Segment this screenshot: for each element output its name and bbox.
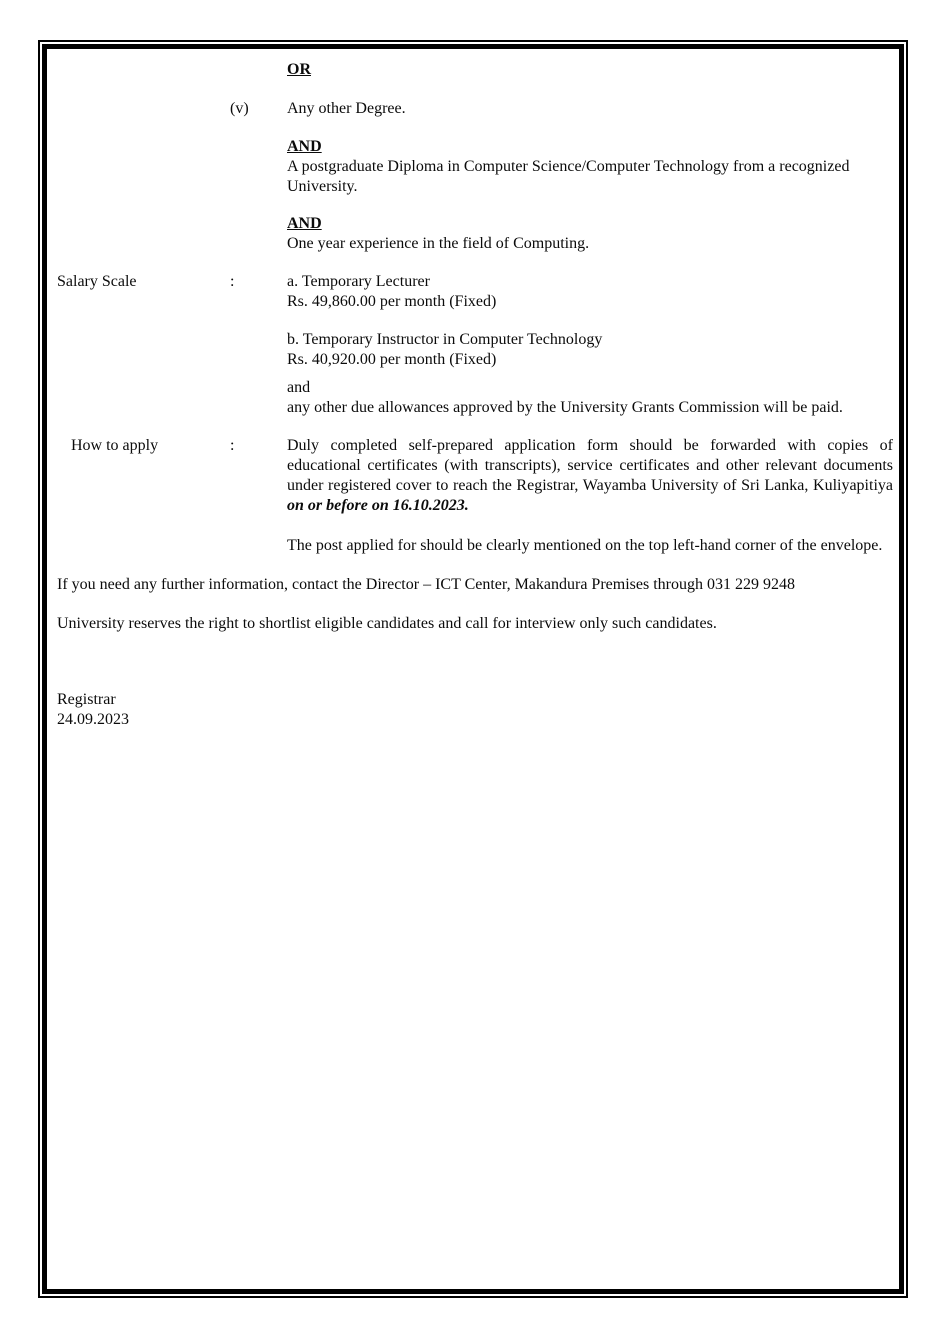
how-to-apply-row	[57, 436, 893, 556]
contact-info: If you need any further information, contact the Director – ICT Center, Makandura Premises through 031 229 9248	[57, 576, 795, 593]
application-instructions	[287, 436, 893, 516]
salary-allowances: any other due allowances approved by the University Grants Commission will be paid.	[287, 399, 843, 416]
salary-b-amount: Rs. 40,920.00 per month (Fixed)	[287, 351, 497, 368]
salary-and: and	[287, 379, 311, 396]
or-heading: OR	[287, 61, 311, 78]
experience-text: One year experience in the field of Computing.	[287, 235, 590, 252]
salary-b-title: b. Temporary Instructor in Computer Technology	[287, 331, 603, 348]
salary-a-title: a. Temporary Lecturer	[287, 273, 430, 290]
and-heading-2: AND	[287, 215, 322, 232]
document-content	[47, 49, 899, 730]
how-to-apply-colon: :	[230, 437, 235, 454]
salary-row	[57, 272, 893, 418]
item-v-text: Any other Degree.	[287, 100, 406, 117]
shortlist-note: University reserves the right to shortlist eligible candidates and call for interview only such candidates.	[57, 615, 717, 632]
or-row	[57, 60, 893, 80]
page-border	[38, 40, 908, 1298]
signature-block	[57, 690, 893, 730]
page-border-inner	[42, 44, 904, 1294]
application-deadline: on or before on 16.10.2023.	[287, 497, 469, 514]
and-heading-1: AND	[287, 138, 322, 155]
item-v-row	[57, 99, 893, 119]
how-to-apply-label: How to apply	[71, 437, 159, 454]
application-instructions-text: Duly completed self-prepared application form should be forwarded with copies of educational certificates (with transcripts), service certificates and other relevant documents under registered cover to reach the Registrar, Wayamba University of Sri Lanka, Kuliyapitiya	[287, 437, 893, 494]
item-v-marker: (v)	[230, 100, 249, 117]
signatory: Registrar	[57, 691, 116, 708]
salary-a-amount: Rs. 49,860.00 per month (Fixed)	[287, 293, 497, 310]
envelope-note: The post applied for should be clearly mentioned on the top left-hand corner of the envelope.	[287, 537, 883, 554]
and2-row	[57, 214, 893, 254]
and1-row	[57, 137, 893, 197]
postgrad-diploma-text: A postgraduate Diploma in Computer Science/Computer Technology from a recognized University.	[287, 158, 850, 195]
date: 24.09.2023	[57, 711, 129, 728]
salary-scale-label: Salary Scale	[57, 273, 137, 290]
salary-colon: :	[230, 273, 235, 290]
